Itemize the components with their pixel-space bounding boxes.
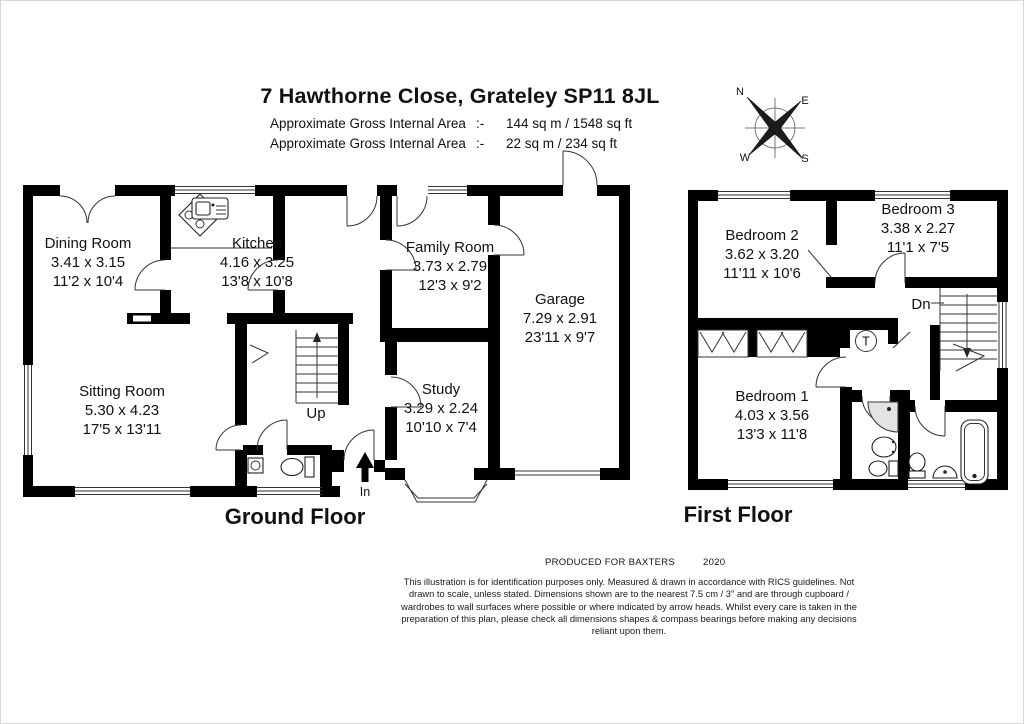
- bathroom-fixtures: [909, 420, 988, 484]
- stairs-down: [931, 288, 997, 371]
- stairs-up-label: Up: [306, 405, 326, 422]
- garage-internal-door: [494, 225, 524, 255]
- family-room-imperial: 12'3 x 9'2: [418, 277, 482, 294]
- compass-w-label: W: [739, 152, 751, 164]
- area1-separator: :-: [476, 116, 485, 131]
- dining-room-name: Dining Room: [44, 235, 132, 252]
- sitting-room-door: [216, 425, 241, 450]
- dining-french-door-right: [88, 196, 115, 223]
- wc-basin-icon: [248, 458, 263, 473]
- bedroom1-imperial: 13'3 x 11'8: [736, 426, 808, 443]
- ensuite-basin-icon: [872, 437, 896, 457]
- tank-label: T: [862, 334, 870, 349]
- dining-door: [135, 260, 165, 290]
- dining-room-metric: 3.41 x 3.15: [50, 254, 126, 271]
- back-door: [347, 196, 377, 226]
- bedroom2-door: [808, 250, 831, 277]
- ensuite-fixtures: [868, 402, 898, 476]
- garage-name: Garage: [534, 291, 586, 308]
- ensuite-toilet-cistern: [889, 461, 898, 476]
- garage-imperial: 23'11 x 9'7: [524, 329, 596, 346]
- sitting-room-imperial: 17'5 x 13'11: [82, 421, 162, 438]
- kitchen-imperial: 13'8 x 10'8: [221, 273, 293, 290]
- first-floor-plan: [688, 190, 1008, 490]
- family-room-door: [397, 196, 427, 226]
- wc-toilet-cistern: [305, 457, 314, 477]
- bedroom1-metric: 4.03 x 3.56: [734, 407, 810, 424]
- bedroom3-metric: 3.38 x 2.27: [880, 220, 956, 237]
- first-floor-label: First Floor: [683, 502, 793, 527]
- entrance-in-arrow-icon: [356, 452, 374, 482]
- area2-separator: :-: [476, 136, 485, 151]
- entrance-in-label: In: [359, 485, 371, 499]
- bathroom-door: [915, 406, 945, 436]
- bedroom2-name: Bedroom 2: [725, 227, 799, 244]
- dining-room-imperial: 11'2 x 10'4: [52, 273, 124, 290]
- disclaimer-text: This illustration is for identification purposes only. Measured & drawn in accordance with RICS guidelines. Not drawn to scale, unless stated. Dimensions shown are to the nearest 7.5 cm / 3" and are through cupboard / wardrobes to wall surfaces where possible or where indicated by arrow heads. Whilst every care is taken in the preparation of this plan, please check all dimensions shapes & compass bearings before making any decisions reliant upon them.: [401, 577, 857, 637]
- garage-metric: 7.29 x 2.91: [522, 310, 598, 327]
- bedroom2-imperial: 11'11 x 10'6: [723, 265, 801, 282]
- bedroom1-door: [816, 357, 846, 387]
- study-bay-window: [405, 480, 487, 502]
- family-room-metric: 3.73 x 2.79: [412, 258, 488, 275]
- bedroom1-name: Bedroom 1: [735, 388, 809, 405]
- study-imperial: 10'10 x 7'4: [405, 419, 477, 436]
- stairs-down-label: Dn: [911, 296, 931, 313]
- front-door: [344, 430, 374, 460]
- understairs-cupboard-mark: [250, 345, 268, 363]
- area1-label: Approximate Gross Internal Area: [270, 116, 466, 131]
- bedroom2-metric: 3.62 x 3.20: [724, 246, 800, 263]
- bedroom3-name: Bedroom 3: [881, 201, 955, 218]
- stairs-up-arrow: [313, 332, 321, 342]
- ground-floor-plan: [23, 151, 630, 502]
- family-room-name: Family Room: [405, 239, 495, 256]
- kitchen-name: Kitchen: [231, 235, 283, 252]
- study-metric: 3.29 x 2.24: [403, 400, 479, 417]
- area2-label: Approximate Gross Internal Area: [270, 136, 466, 151]
- produced-for-text: PRODUCED FOR BAXTERS: [545, 557, 676, 568]
- dining-french-door-left: [60, 196, 87, 223]
- chimney-recess: [133, 316, 151, 322]
- produced-for-line: [545, 557, 725, 568]
- produced-year: 2020: [703, 557, 726, 568]
- wc-fixtures: [248, 457, 314, 477]
- sitting-room-metric: 5.30 x 4.23: [84, 402, 160, 419]
- bedroom3-imperial: 11'1 x 7'5: [886, 239, 950, 256]
- compass-rose-icon: [736, 86, 809, 165]
- ensuite-toilet-icon: [869, 461, 887, 476]
- ground-floor-label: Ground Floor: [224, 504, 366, 529]
- bathroom-toilet-icon: [909, 453, 925, 471]
- area1-value: 144 sq m / 1548 sq ft: [506, 116, 633, 131]
- airing-cupboard-tank: [856, 331, 877, 352]
- sitting-room-name: Sitting Room: [79, 383, 165, 400]
- page-title: 7 Hawthorne Close, Grateley SP11 8JL: [260, 84, 660, 108]
- shower-icon: [868, 402, 898, 432]
- stairs-up: [296, 330, 338, 403]
- kitchen-metric: 4.16 x 3.25: [219, 254, 295, 271]
- bathroom-toilet-cistern: [909, 471, 925, 478]
- compass-e-label: E: [801, 95, 809, 107]
- study-name: Study: [421, 381, 461, 398]
- kitchen-sink-icon: [192, 198, 228, 219]
- wc-toilet-icon: [281, 459, 303, 476]
- bedroom3-door: [875, 253, 905, 283]
- area2-value: 22 sq m / 234 sq ft: [506, 136, 618, 151]
- garage-rear-door: [563, 151, 597, 185]
- compass-n-label: N: [736, 86, 744, 98]
- compass-s-label: S: [801, 153, 809, 165]
